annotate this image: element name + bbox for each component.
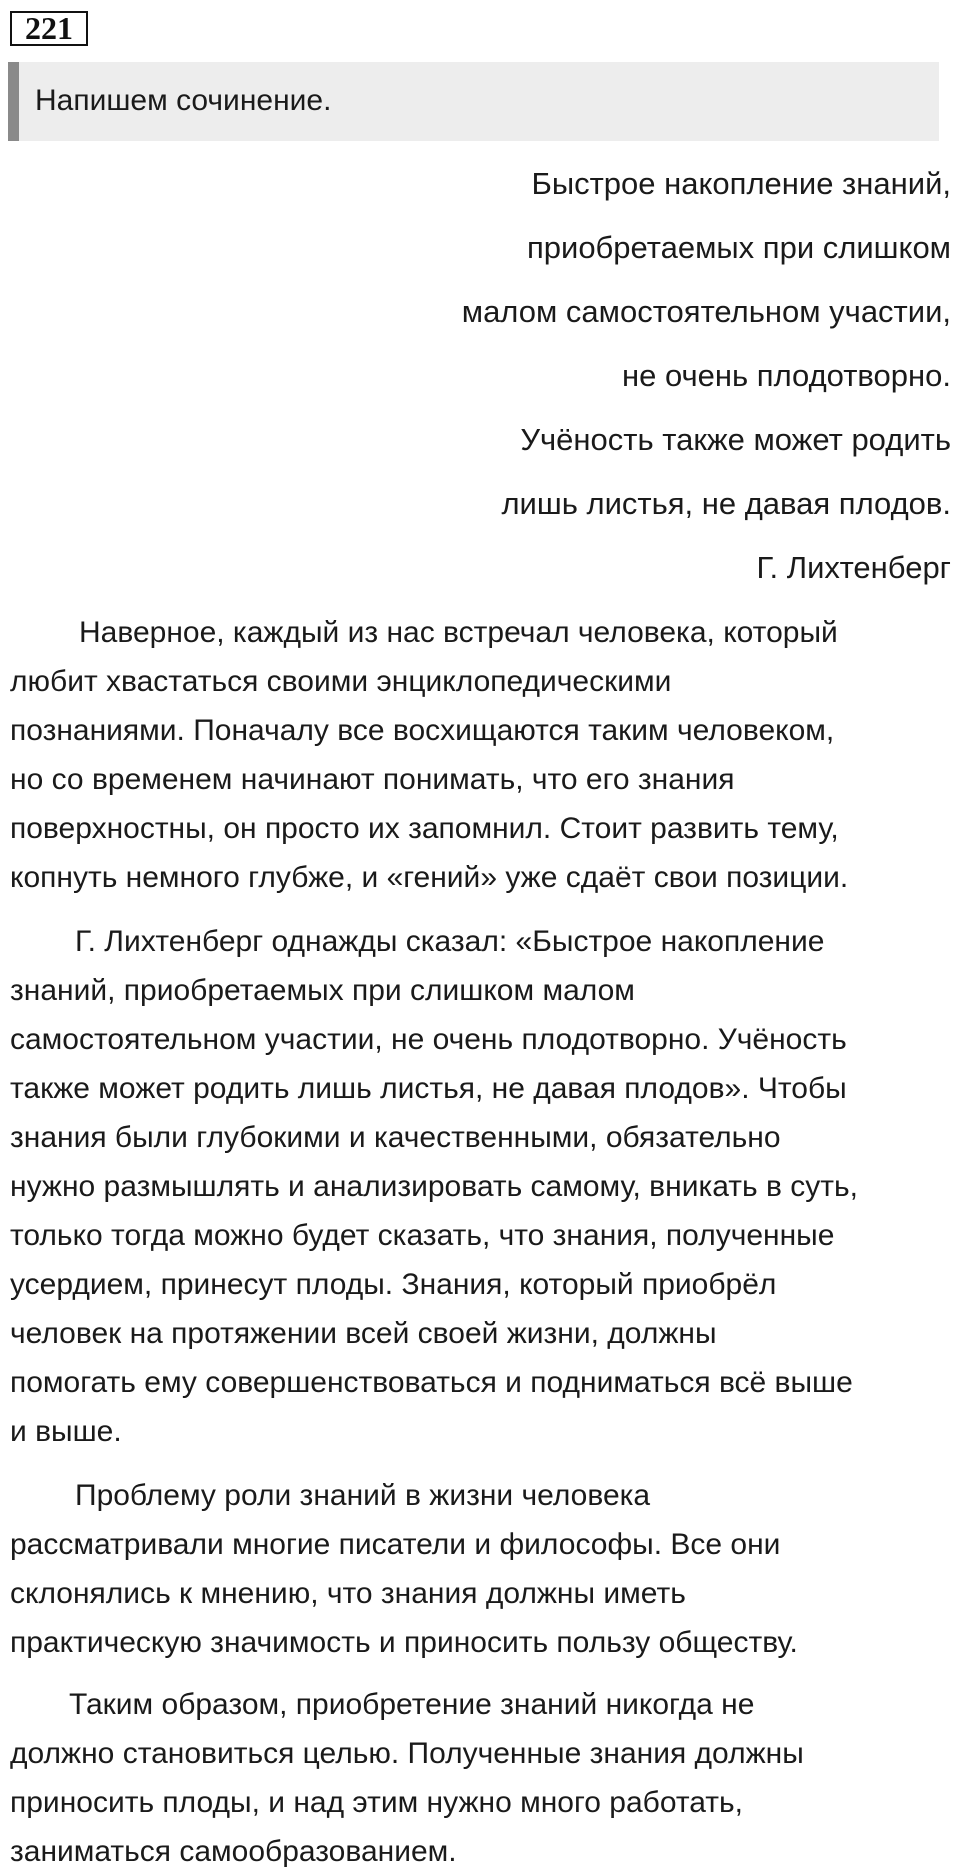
epigraph-line: Учёность также может родить bbox=[520, 422, 951, 457]
essay-paragraph-1 bbox=[10, 608, 848, 902]
epigraph-author: Г. Лихтенберг bbox=[756, 550, 951, 585]
task-instruction: Напишем сочинение. bbox=[35, 84, 332, 117]
essay-line: Таким образом, приобретение знаний никогда не bbox=[69, 1688, 755, 1721]
essay-line: самостоятельном участии, не очень плодотворно. Учёность bbox=[10, 1023, 847, 1056]
epigraph-line: Быстрое накопление знаний, bbox=[531, 166, 951, 201]
essay-line: должно становиться целью. Полученные знания должны bbox=[10, 1737, 804, 1770]
essay-line: знаний, приобретаемых при слишком малом bbox=[10, 974, 635, 1007]
essay-line: нужно размышлять и анализировать самому, вникать в суть, bbox=[10, 1170, 858, 1203]
essay-paragraph-3 bbox=[10, 1471, 798, 1667]
essay-line: Проблему роли знаний в жизни человека bbox=[75, 1479, 651, 1512]
epigraph-line: малом самостоятельном участии, bbox=[461, 294, 951, 329]
essay-line: познаниями. Поначалу все восхищаются таким человеком, bbox=[10, 714, 835, 747]
essay-line: также может родить лишь листья, не давая плодов». Чтобы bbox=[10, 1072, 847, 1105]
essay-line: любит хвастаться своими энциклопедическими bbox=[10, 665, 672, 698]
essay-line: но со временем начинают понимать, что его знания bbox=[10, 763, 735, 796]
task-number: 221 bbox=[10, 11, 88, 46]
essay-line: заниматься самообразованием. bbox=[10, 1835, 457, 1868]
essay-line: знания были глубокими и качественными, обязательно bbox=[10, 1121, 781, 1154]
essay-line: копнуть немного глубже, и «гений» уже сдаёт свои позиции. bbox=[10, 861, 849, 894]
essay-line: помогать ему совершенствоваться и подниматься всё выше bbox=[10, 1366, 853, 1399]
essay-line: Г. Лихтенберг однажды сказал: «Быстрое накопление bbox=[75, 925, 825, 958]
essay-line: человек на протяжении всей своей жизни, должны bbox=[10, 1317, 717, 1350]
epigraph-line: лишь листья, не давая плодов. bbox=[501, 486, 951, 521]
essay-line: склонялись к мнению, что знания должны иметь bbox=[10, 1577, 686, 1610]
essay-paragraph-2 bbox=[10, 917, 858, 1456]
essay-paragraph-4 bbox=[10, 1680, 804, 1876]
task-instruction-banner bbox=[8, 62, 939, 141]
epigraph-line: не очень плодотворно. bbox=[621, 358, 951, 393]
essay-line: усердием, принесут плоды. Знания, который приобрёл bbox=[10, 1268, 777, 1301]
essay-line: Наверное, каждый из нас встречал человека, который bbox=[79, 616, 838, 649]
essay-line: приносить плоды, и над этим нужно много работать, bbox=[10, 1786, 743, 1819]
epigraph-line: приобретаемых при слишком bbox=[526, 230, 951, 265]
essay-line: и выше. bbox=[10, 1415, 122, 1448]
essay-line: рассматривали многие писатели и философы. Все они bbox=[10, 1528, 781, 1561]
essay-line: только тогда можно будет сказать, что знания, полученные bbox=[10, 1219, 835, 1252]
essay-line: практическую значимость и приносить пользу обществу. bbox=[10, 1626, 798, 1659]
essay-line: поверхностны, он просто их запомнил. Стоит развить тему, bbox=[10, 812, 839, 845]
epigraph bbox=[462, 152, 951, 600]
